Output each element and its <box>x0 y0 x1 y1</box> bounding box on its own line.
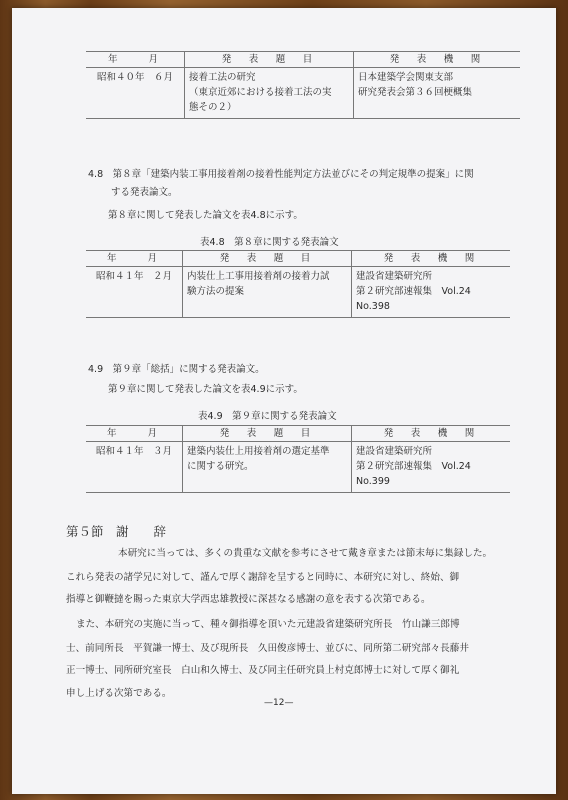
table-4-9 <box>86 425 510 493</box>
table-header-row <box>86 426 510 442</box>
cell-org <box>352 442 511 493</box>
paragraph-line: 正一博士、同所研究室長 白山和久博士、及び同主任研究員上村克郎博士に対して厚く御礼 <box>66 665 460 676</box>
org-line: 建設省建築研究所 <box>356 446 433 457</box>
title-line: 接着工法の研究 <box>189 72 256 83</box>
cell-org <box>354 68 521 119</box>
table-4-8 <box>86 250 510 318</box>
title-line: 態その２） <box>189 102 237 113</box>
cell-title <box>185 68 354 119</box>
header-org: 発 表 機 関 <box>352 251 511 267</box>
paragraph-line: また、本研究の実施に当って、種々御指導を頂いた元建設省建築研究所長 竹山謙三郎博 <box>76 619 460 630</box>
table-top <box>86 51 520 119</box>
section-4-9-line2: 第９章に関して発表した論文を表4.9に示す。 <box>108 384 303 395</box>
org-line: 建設省建築研究所 <box>356 271 433 282</box>
header-date: 年 月 <box>86 426 183 442</box>
cell-org <box>352 267 511 318</box>
table-row <box>86 442 510 493</box>
org-line: 研究発表会第３６回梗概集 <box>358 87 473 98</box>
title-line: 内装仕上工事用接着剤の接着力試 <box>187 271 330 282</box>
header-title: 発 表 題 目 <box>183 251 352 267</box>
header-title: 発 表 題 目 <box>183 426 352 442</box>
title-line: 建築内装仕上用接着剤の選定基準 <box>187 446 330 457</box>
title-line: に関する研究。 <box>187 461 254 472</box>
header-date: 年 月 <box>86 52 185 68</box>
paragraph-line: 本研究に当っては、多くの貴重な文献を参考にさせて戴き章または節末毎に集録した。 <box>118 548 493 559</box>
paragraph-line: 申し上げる次第である。 <box>66 688 172 699</box>
cell-title <box>183 442 352 493</box>
table-row <box>86 68 520 119</box>
cell-date: 昭和４１年 ３月 <box>86 442 183 493</box>
section-4-8-line1: 4.8 第８章「建築内装工事用接着剤の接着性能判定方法並びにその判定規準の提案」に関 <box>88 169 474 180</box>
org-line: 第２研究部速報集 Vol.24 <box>356 461 471 472</box>
table-header-row <box>86 251 510 267</box>
document-page <box>12 8 556 794</box>
cell-date: 昭和４１年 ２月 <box>86 267 183 318</box>
header-org: 発 表 機 関 <box>354 52 521 68</box>
table-row <box>86 267 510 318</box>
header-title: 発 表 題 目 <box>185 52 354 68</box>
table-header-row <box>86 52 520 68</box>
org-line: No.399 <box>356 476 390 487</box>
page-number: —12— <box>264 698 294 708</box>
org-line: No.398 <box>356 301 390 312</box>
org-line: 第２研究部速報集 Vol.24 <box>356 286 471 297</box>
header-date: 年 月 <box>86 251 183 267</box>
title-line: 験方法の提案 <box>187 286 245 297</box>
table-4-9-caption: 表4.9 第９章に関する発表論文 <box>198 411 337 422</box>
paragraph-line: 士、前同所長 平賀謙一博士、及び現所長 久田俊彦博士、並びに、同所第二研究部々長藤井 <box>66 643 469 654</box>
header-org: 発 表 機 関 <box>352 426 511 442</box>
table-4-8-caption: 表4.8 第８章に関する発表論文 <box>200 237 339 248</box>
org-line: 日本建築学会関東支部 <box>358 72 454 83</box>
section-5-heading: 第５節 謝 辞 <box>66 524 167 539</box>
section-4-9-line1: 4.9 第９章「総括」に関する発表論文。 <box>88 364 265 375</box>
cell-date: 昭和４０年 ６月 <box>86 68 185 119</box>
section-4-8-line2: する発表論文。 <box>111 187 178 198</box>
paragraph-line: 指導と御鞭撻を賜った東京大学西忠雄教授に深甚なる感謝の意を表する次第である。 <box>66 594 431 605</box>
paragraph-line: これら発表の諸学兄に対して、謹んで厚く謝辞を呈すると同時に、本研究に対し、終始、御 <box>66 572 460 583</box>
cell-title <box>183 267 352 318</box>
title-line: （東京近郊における接着工法の実 <box>189 87 332 98</box>
section-4-8-line3: 第８章に関して発表した論文を表4.8に示す。 <box>108 210 303 221</box>
